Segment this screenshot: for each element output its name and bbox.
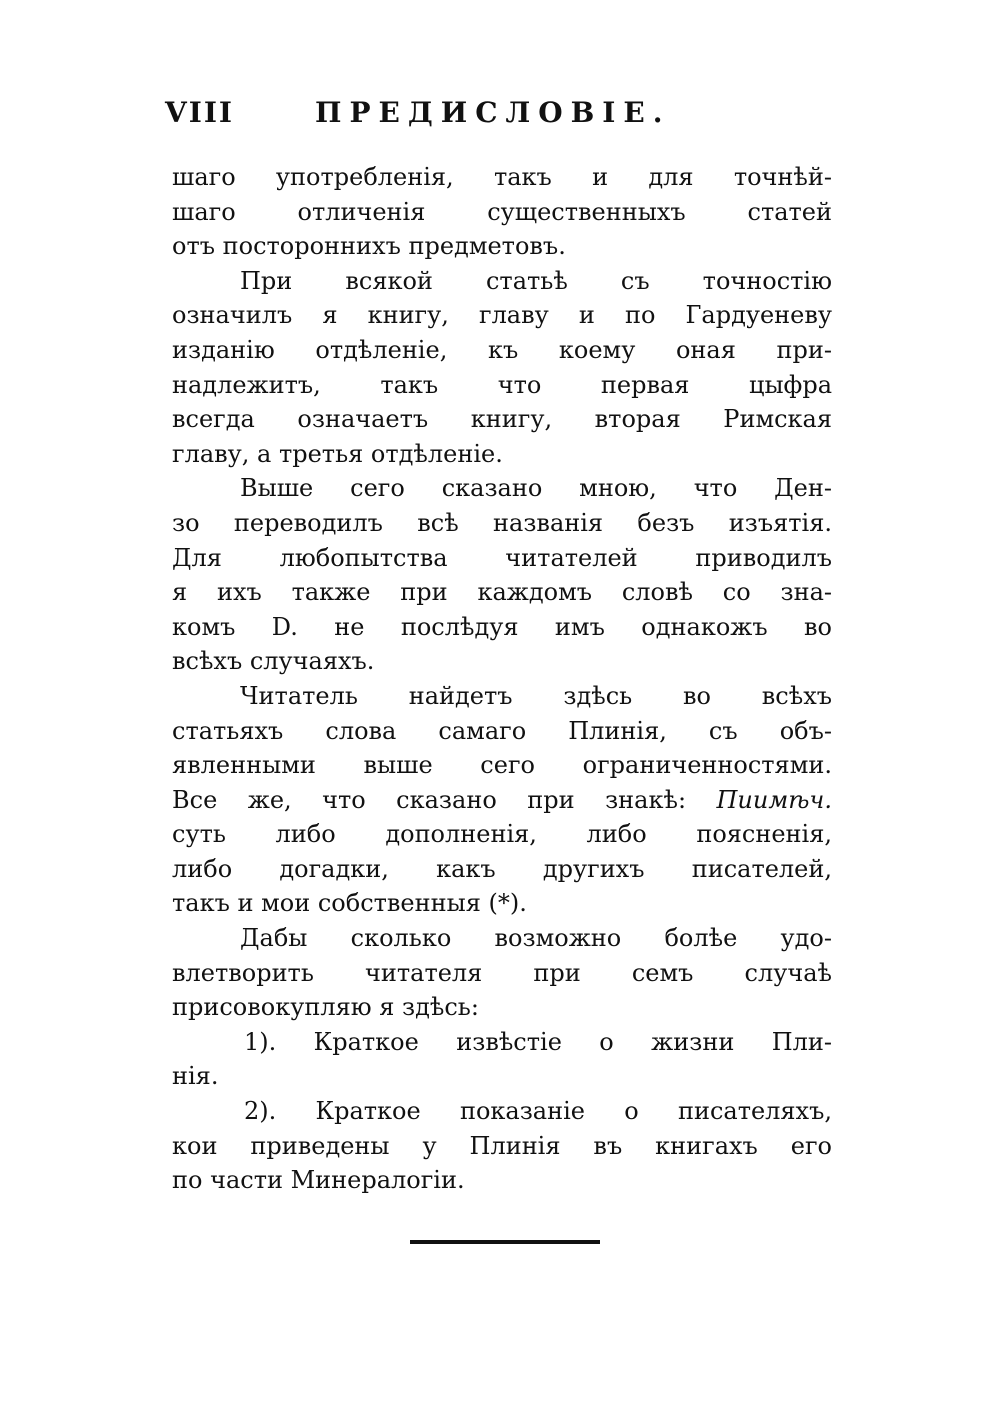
paragraph-start-line: Дабы сколько возможно болѣе удо- (240, 924, 832, 953)
text-line: такъ и мои собственныя (*). (172, 889, 527, 918)
text-line: означилъ я книгу, главу и по Гардуеневу (172, 301, 832, 330)
text-line: я ихъ также при каждомъ словѣ со зна- (172, 578, 832, 607)
text-line: комъ D. не послѣдуя имъ однакожъ во (172, 612, 832, 641)
text-line: статьяхъ слова самаго Плинiя, съ объ- (172, 716, 832, 745)
text-line: присовокупляю я здѣсь: (172, 993, 479, 1022)
paragraph-start-line: При всякой статьѣ съ точностiю (240, 266, 832, 295)
text-line: надлежитъ, такъ что первая цыфра (172, 370, 832, 399)
text-line: всегда означаетъ книгу, вторая Римская (172, 405, 832, 434)
paragraph-start-line: Выше сего сказано мною, что Ден- (240, 474, 832, 503)
text-line: главу, а третья отдѣленiе. (172, 439, 503, 468)
text-line: по части Минералогiи. (172, 1166, 465, 1195)
text-fragment: Все же, что сказано при знакѣ: (172, 785, 687, 814)
running-title: ПРЕДИСЛОВIЕ. (315, 96, 671, 129)
text-line: зо переводилъ всѣ названiя безъ изъятiя. (172, 508, 832, 537)
text-line: либо догадки, какъ другихъ писателей, (172, 854, 832, 883)
text-line: отъ постороннихъ предметовъ. (172, 232, 566, 261)
translator-mark: Пиимѣч. (716, 785, 832, 814)
text-line: шаго употребленiя, такъ и для точнѣй- (172, 163, 832, 191)
body-text (172, 160, 832, 1198)
text-line: кои приведены у Плинiя въ книгахъ его (172, 1131, 832, 1160)
paragraph-start-line: Читатель найдетъ здѣсь во всѣхъ (240, 681, 832, 710)
text-line-with-mark (172, 783, 832, 818)
text-line: изданiю отдѣленiе, къ коему оная при- (172, 335, 832, 364)
text-line: Для любопытства читателей приводилъ (172, 543, 832, 572)
end-rule (410, 1240, 600, 1244)
list-item-line: 2). Краткое показанiе о писателяхъ, (244, 1097, 832, 1126)
text-line: всѣхъ случаяхъ. (172, 647, 375, 676)
text-line: явленными выше сего ограниченностями. (172, 751, 832, 780)
text-line: суть либо дополненiя, либо поясненiя, (172, 820, 832, 849)
text-line: нiя. (172, 1062, 219, 1091)
page-header (165, 96, 845, 140)
list-item-line: 1). Краткое извѣстiе о жизни Пли- (244, 1027, 832, 1056)
text-line: влетворить читателя при семъ случаѣ (172, 958, 832, 987)
text-line: шаго отличенiя существенныхъ статей (172, 197, 832, 226)
page-number: VIII (165, 96, 235, 129)
